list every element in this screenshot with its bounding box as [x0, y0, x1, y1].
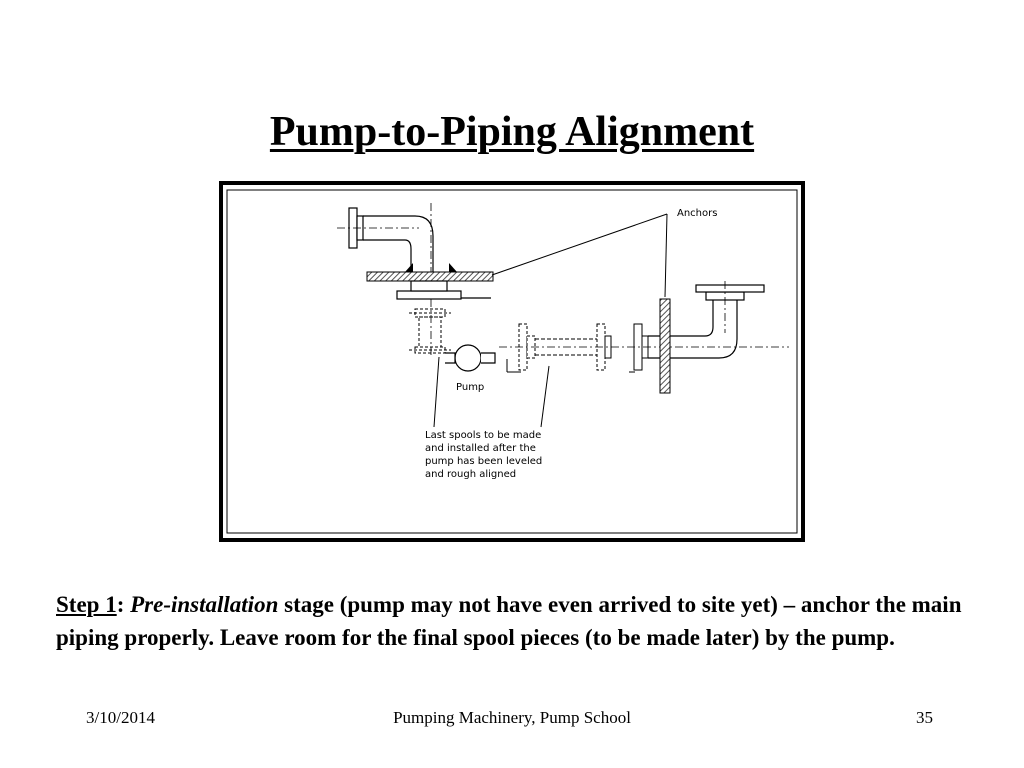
- spool-note-line-1: Last spools to be made: [425, 430, 542, 441]
- spool-note-line-2: and installed after the: [425, 443, 536, 454]
- anchors-label: Anchors: [677, 208, 718, 219]
- anchor-plate-upper: [367, 272, 493, 281]
- spool-note-line-3: pump has been leveled: [425, 456, 543, 467]
- step-label: Step 1: [56, 592, 117, 617]
- step-paragraph: [56, 588, 976, 654]
- slide-title: Pump-to-Piping Alignment: [269, 109, 755, 155]
- footer-date: 3/10/2014: [86, 708, 155, 727]
- italic-term: Pre-installation: [130, 592, 279, 617]
- footer-title: Pumping Machinery, Pump School: [393, 708, 631, 727]
- pump-piping-diagram: [219, 181, 805, 542]
- pump-label: Pump: [456, 382, 485, 393]
- footer-page-number: 35: [916, 708, 933, 727]
- step-colon: :: [116, 592, 125, 617]
- step-description: stage (pump may not have even arrived to site yet) – anchor the main piping properly. Leave room for the final spool pieces (to be made later) by the pump.: [56, 592, 962, 650]
- anchor-plate-right: [660, 299, 670, 393]
- diagram-frame-outer: [221, 183, 803, 540]
- spool-note-line-4: and rough aligned: [425, 469, 517, 480]
